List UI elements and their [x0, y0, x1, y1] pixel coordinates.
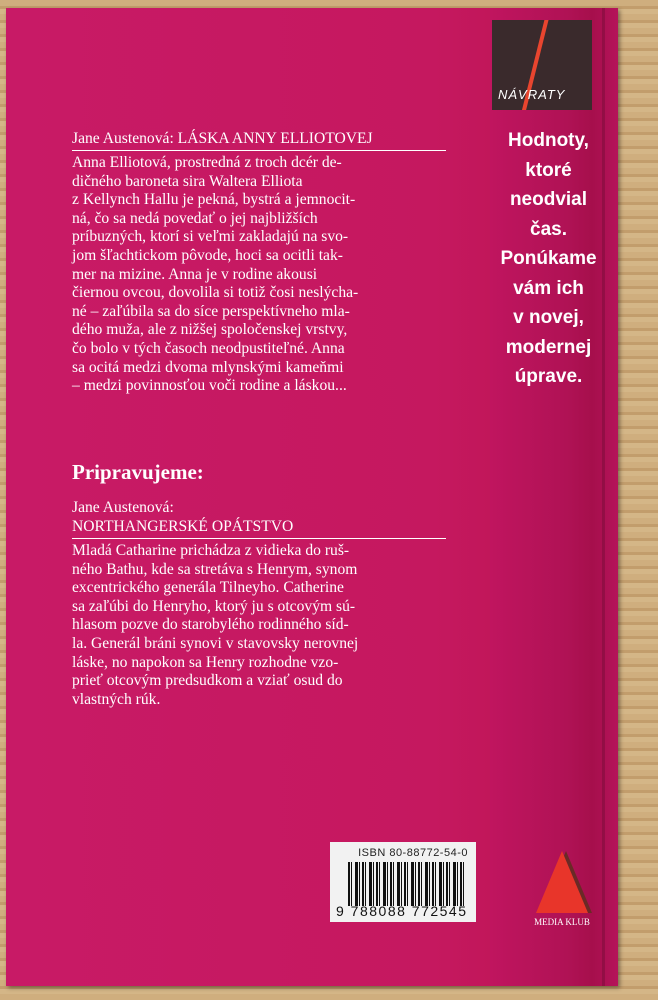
series-logo [492, 20, 592, 110]
upcoming-description-line: Mladá Catharine prichádza z vidieka do ruš- [72, 542, 350, 559]
series-logo-text: NÁVRATY [498, 87, 566, 102]
upcoming-description-line: sa zaľúbi do Henryho, ktorý ju s otcovým sú- [72, 597, 356, 615]
upcoming-author: Jane Austenová: [72, 499, 174, 516]
upcoming-description-line: hlasom pozve do starobylého rodinného síd- [72, 616, 349, 634]
description-line: né – zaľúbila sa do síce perspektívneho mla- [72, 302, 350, 320]
description-line: dého muža, ale z nižšej spoločenskej vrstvy, [72, 321, 348, 339]
description-line: jom šľachtickom pôvode, hoci sa ocitli tak- [72, 246, 343, 264]
slogan-line: ktoré [525, 159, 572, 181]
upcoming-book [72, 498, 446, 539]
description-line: čiernou ovcou, dovolila si totiž čosi neslýcha- [72, 284, 359, 302]
description [72, 154, 452, 396]
upcoming-description [72, 542, 452, 709]
description-line: ná, čo sa nedá povedať o jej najbližších [72, 209, 318, 227]
description-line: príbuzných, ktorí si veľmi zakladajú na svo- [72, 228, 349, 246]
publisher-logo [524, 851, 600, 927]
description-line: mer na mizine. Anna je v rodine akousi [72, 265, 318, 283]
upcoming-title: NORTHANGERSKÉ OPÁTSTVO [72, 518, 294, 535]
barcode-label [330, 842, 476, 922]
slogan-line: Ponúkame [500, 248, 597, 269]
book-back-cover [6, 8, 618, 986]
slogan-line: modernej [505, 336, 592, 358]
slogan-line: Hodnoty, [508, 130, 589, 151]
description-line: Anna Elliotová, prostredná z troch dcér de- [72, 154, 342, 171]
book-title-line: Jane Austenová: LÁSKA ANNY ELLIOTOVEJ [72, 130, 446, 151]
series-slogan [486, 126, 611, 392]
upcoming-description-line: láske, no napokon sa Henry rozhodne vzo- [72, 653, 339, 671]
upcoming-heading: Pripravujeme: [72, 460, 204, 484]
upcoming-description-line: prieť otcovým predsudkom a vziať osud do [72, 672, 343, 690]
isbn-text: ISBN 80-88772-54-0 [358, 847, 468, 859]
description-line: z Kellynch Hallu je pekná, bystrá a jemnocit- [72, 191, 356, 209]
upcoming-description-line: excentrického generála Tilneyho. Catherine [72, 579, 344, 597]
description-line: dičného baroneta sira Waltera Elliota [72, 172, 303, 190]
triangle-logo-icon [536, 851, 588, 913]
publisher-name: MEDIA KLUB [534, 917, 590, 927]
slogan-line: vám ich [513, 277, 584, 299]
upcoming-description-line: ného Bathu, kde sa stretáva s Henrym, synom [72, 560, 358, 578]
ean-number: 9 788088 772545 [336, 903, 468, 919]
slogan-line: úprave. [514, 366, 583, 387]
slogan-line: čas. [530, 218, 567, 240]
description-line: čo bolo v tých časoch neodpustiteľné. Anna [72, 339, 345, 357]
slogan-line: neodvial [509, 189, 588, 210]
upcoming-description-line: la. Generál bráni synovi v stavovsky nerovnej [72, 634, 359, 652]
description-line: sa ocitá medzi dvoma mlynskými kameňmi [72, 358, 344, 376]
upcoming-description-line: vlastných rúk. [72, 690, 161, 708]
slogan-line: v novej, [513, 307, 584, 328]
barcode-icon [348, 862, 466, 906]
description-line: – medzi povinnosťou voči rodine a láskou... [72, 377, 347, 395]
